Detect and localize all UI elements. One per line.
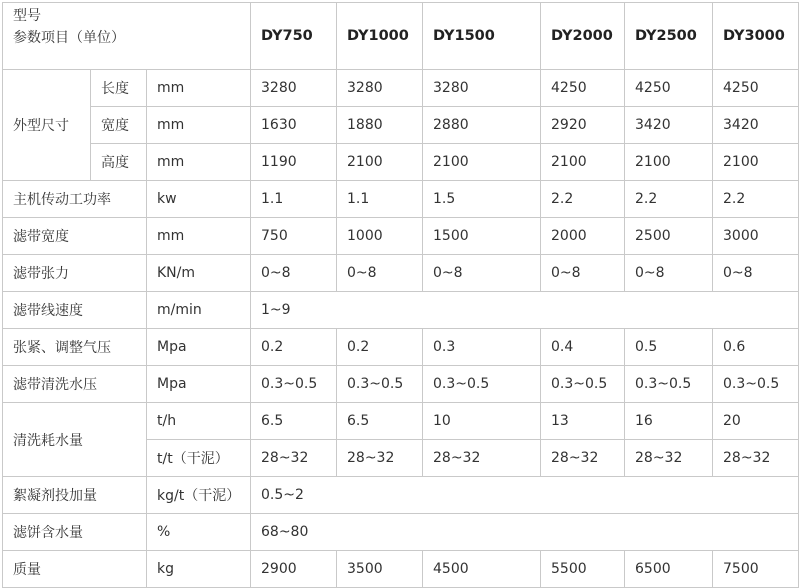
value-cell: 4250 bbox=[713, 70, 799, 107]
value-cell: 2100 bbox=[625, 144, 713, 181]
value-cell: 13 bbox=[541, 403, 625, 440]
value-cell: 0.3 bbox=[423, 329, 541, 366]
model-header: DY2000 bbox=[541, 3, 625, 70]
row-label: 张紧、调整气压 bbox=[3, 329, 147, 366]
unit-cell: kg bbox=[147, 551, 251, 588]
unit-cell: kw bbox=[147, 181, 251, 218]
value-cell: 2.2 bbox=[625, 181, 713, 218]
row-label: 滤带清洗水压 bbox=[3, 366, 147, 403]
value-cell: 28~32 bbox=[541, 440, 625, 477]
unit-cell: KN/m bbox=[147, 255, 251, 292]
value-cell: 0~8 bbox=[423, 255, 541, 292]
row-label: 主机传动工功率 bbox=[3, 181, 147, 218]
value-cell: 2000 bbox=[541, 218, 625, 255]
value-cell: 3420 bbox=[625, 107, 713, 144]
row-label: 宽度 bbox=[91, 107, 147, 144]
value-cell: 2100 bbox=[713, 144, 799, 181]
row-label: 滤带宽度 bbox=[3, 218, 147, 255]
unit-cell: m/min bbox=[147, 292, 251, 329]
corner-header-cell bbox=[3, 3, 251, 70]
value-cell: 1000 bbox=[337, 218, 423, 255]
value-cell: 1500 bbox=[423, 218, 541, 255]
value-cell: 2900 bbox=[251, 551, 337, 588]
value-cell: 6.5 bbox=[337, 403, 423, 440]
value-cell: 0.3~0.5 bbox=[541, 366, 625, 403]
value-cell: 0.3~0.5 bbox=[625, 366, 713, 403]
value-cell: 0.5 bbox=[625, 329, 713, 366]
value-cell: 3000 bbox=[713, 218, 799, 255]
value-cell: 0.5~2 bbox=[251, 477, 799, 514]
value-cell: 28~32 bbox=[423, 440, 541, 477]
value-cell: 1190 bbox=[251, 144, 337, 181]
value-cell: 0.2 bbox=[251, 329, 337, 366]
value-cell: 1.5 bbox=[423, 181, 541, 218]
value-cell: 28~32 bbox=[337, 440, 423, 477]
value-cell: 5500 bbox=[541, 551, 625, 588]
table-row bbox=[3, 551, 799, 588]
table-row bbox=[3, 181, 799, 218]
water-group-label: 清洗耗水量 bbox=[3, 403, 147, 477]
unit-cell: Mpa bbox=[147, 366, 251, 403]
model-header: DY3000 bbox=[713, 3, 799, 70]
unit-cell: kg/t（干泥） bbox=[147, 477, 251, 514]
value-cell: 2880 bbox=[423, 107, 541, 144]
value-cell: 20 bbox=[713, 403, 799, 440]
value-cell: 0.4 bbox=[541, 329, 625, 366]
model-header: DY1500 bbox=[423, 3, 541, 70]
value-cell: 3280 bbox=[423, 70, 541, 107]
unit-cell: % bbox=[147, 514, 251, 551]
value-cell: 0.3~0.5 bbox=[337, 366, 423, 403]
value-cell: 7500 bbox=[713, 551, 799, 588]
value-cell: 2.2 bbox=[713, 181, 799, 218]
value-cell: 750 bbox=[251, 218, 337, 255]
header-row bbox=[3, 3, 799, 70]
value-cell: 0.3~0.5 bbox=[251, 366, 337, 403]
table-row bbox=[3, 477, 799, 514]
value-cell: 3500 bbox=[337, 551, 423, 588]
value-cell: 1.1 bbox=[251, 181, 337, 218]
table-row bbox=[3, 403, 799, 440]
unit-cell: t/t（干泥） bbox=[147, 440, 251, 477]
value-cell: 0~8 bbox=[713, 255, 799, 292]
value-cell: 2920 bbox=[541, 107, 625, 144]
row-label: 高度 bbox=[91, 144, 147, 181]
table-row bbox=[3, 292, 799, 329]
value-cell: 2100 bbox=[337, 144, 423, 181]
unit-cell: mm bbox=[147, 70, 251, 107]
value-cell: 1630 bbox=[251, 107, 337, 144]
value-cell: 2100 bbox=[423, 144, 541, 181]
table-row bbox=[3, 144, 799, 181]
row-label: 絮凝剂投加量 bbox=[3, 477, 147, 514]
unit-cell: Mpa bbox=[147, 329, 251, 366]
row-label: 质量 bbox=[3, 551, 147, 588]
model-header: DY750 bbox=[251, 3, 337, 70]
value-cell: 2500 bbox=[625, 218, 713, 255]
table-row bbox=[3, 70, 799, 107]
table-row bbox=[3, 218, 799, 255]
value-cell: 6500 bbox=[625, 551, 713, 588]
value-cell: 0.6 bbox=[713, 329, 799, 366]
value-cell: 1880 bbox=[337, 107, 423, 144]
value-cell: 0.3~0.5 bbox=[713, 366, 799, 403]
value-cell: 4250 bbox=[625, 70, 713, 107]
value-cell: 1~9 bbox=[251, 292, 799, 329]
value-cell: 4250 bbox=[541, 70, 625, 107]
row-label: 滤带张力 bbox=[3, 255, 147, 292]
unit-cell: mm bbox=[147, 107, 251, 144]
model-header: DY2500 bbox=[625, 3, 713, 70]
corner-model-label: 型号 bbox=[13, 8, 41, 24]
value-cell: 68~80 bbox=[251, 514, 799, 551]
table-row bbox=[3, 329, 799, 366]
corner-param-label: 参数项目（单位） bbox=[13, 30, 125, 46]
unit-cell: mm bbox=[147, 144, 251, 181]
unit-cell: mm bbox=[147, 218, 251, 255]
value-cell: 28~32 bbox=[713, 440, 799, 477]
row-label: 滤带线速度 bbox=[3, 292, 147, 329]
size-group-label: 外型尺寸 bbox=[3, 70, 91, 181]
value-cell: 2.2 bbox=[541, 181, 625, 218]
value-cell: 3280 bbox=[337, 70, 423, 107]
value-cell: 0~8 bbox=[625, 255, 713, 292]
row-label: 长度 bbox=[91, 70, 147, 107]
value-cell: 3280 bbox=[251, 70, 337, 107]
value-cell: 6.5 bbox=[251, 403, 337, 440]
table-row bbox=[3, 107, 799, 144]
spec-table bbox=[2, 2, 799, 588]
table-row bbox=[3, 255, 799, 292]
value-cell: 0~8 bbox=[337, 255, 423, 292]
value-cell: 4500 bbox=[423, 551, 541, 588]
value-cell: 10 bbox=[423, 403, 541, 440]
model-header: DY1000 bbox=[337, 3, 423, 70]
value-cell: 2100 bbox=[541, 144, 625, 181]
table-row bbox=[3, 366, 799, 403]
value-cell: 0~8 bbox=[541, 255, 625, 292]
value-cell: 28~32 bbox=[625, 440, 713, 477]
value-cell: 1.1 bbox=[337, 181, 423, 218]
value-cell: 0~8 bbox=[251, 255, 337, 292]
value-cell: 0.3~0.5 bbox=[423, 366, 541, 403]
value-cell: 28~32 bbox=[251, 440, 337, 477]
value-cell: 0.2 bbox=[337, 329, 423, 366]
value-cell: 3420 bbox=[713, 107, 799, 144]
table-row bbox=[3, 514, 799, 551]
row-label: 滤饼含水量 bbox=[3, 514, 147, 551]
value-cell: 16 bbox=[625, 403, 713, 440]
unit-cell: t/h bbox=[147, 403, 251, 440]
